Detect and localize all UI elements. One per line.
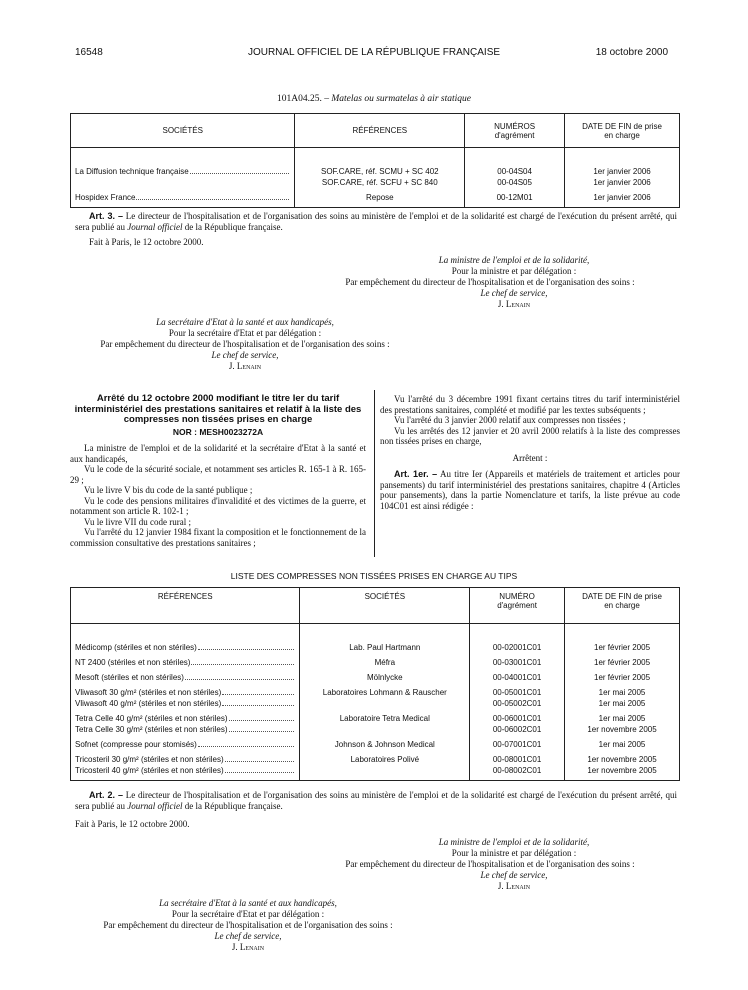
- table-cell: [71, 754, 300, 781]
- table2-header: DATE DE FIN de prise en charge: [565, 588, 680, 624]
- sig-line: J. Lenain: [497, 299, 531, 309]
- sig-line: Le chef de service,: [214, 931, 282, 941]
- reference-line-text: Tricosteril 30 g/m² (stériles et non stériles): [75, 755, 224, 764]
- numero-line: 00-12M01: [496, 193, 533, 202]
- visa-paragraph: Vu les arrêtés des 12 janvier et 20 avril 2000 relatifs à la liste des compresses non tissées prises en charge,: [380, 425, 680, 446]
- art3-paragraph: [75, 211, 677, 233]
- table-cell: [71, 192, 295, 208]
- numero-line: 00-05001C01: [492, 688, 542, 697]
- table1-caption: [0, 94, 748, 105]
- date-line: 1er février 2005: [594, 673, 651, 682]
- table-cell: [295, 166, 465, 192]
- table1-header: DATE DE FIN de prise en charge: [565, 114, 680, 148]
- table-row: [71, 657, 680, 672]
- numero-line: 00-04S05: [497, 178, 532, 187]
- art3-journal: Journal officiel: [127, 222, 183, 232]
- leader-dots: [229, 731, 295, 732]
- art1-text: Au titre Ier (Appareils et matériels de traitement et articles pour pansements) du tarif interministériel des prestations sanitaires, chapitre 4 (Articles pour pansements), dans la partie Nomenclature et tarifs, la liste prévue au code 104C01 est ainsi rédigée :: [380, 469, 681, 511]
- table-cell: [300, 713, 470, 739]
- table-row: [71, 672, 680, 687]
- table-cell: [565, 657, 680, 672]
- arrete-left-column: [70, 394, 366, 548]
- societe-cell-text: La Diffusion technique française: [75, 167, 189, 176]
- visa-paragraph: Vu le livre V bis du code de la santé publique ;: [84, 485, 253, 495]
- societe-cell: Laboratoires Lohmann & Rauscher: [322, 688, 447, 697]
- table-row: [71, 687, 680, 713]
- reference-line-text: Tetra Celle 30 g/m² (stériles et non stériles): [75, 725, 228, 734]
- table-cell: [71, 672, 300, 687]
- date-line: 1er janvier 2006: [593, 167, 651, 176]
- table1-caption-title: Matelas ou surmatelas à air statique: [331, 94, 471, 104]
- sig-line: Par empêchement du directeur de l'hospitalisation et de l'organisation des soins :: [100, 339, 390, 349]
- societe-cell: Méfra: [374, 658, 396, 667]
- reference-line: [75, 672, 295, 683]
- art2-paragraph: [75, 790, 677, 812]
- table2-caption: LISTE DES COMPRESSES NON TISSÉES PRISES EN CHARGE AU TIPS: [230, 571, 518, 581]
- reference-line-text: Médicomp (stériles et non stériles): [75, 643, 197, 652]
- visa-paragraph: Vu l'arrêté du 3 janvier 2000 relatif aux compresses non tissées ;: [394, 415, 626, 425]
- signature-right-2: [300, 837, 680, 892]
- table-cell: [565, 754, 680, 781]
- leader-dots: [185, 679, 295, 680]
- visa-paragraph: Vu l'arrêté du 3 décembre 1991 fixant certains titres du tarif interministériel des prestations sanitaires, complété et modifié par les textes subséquents ;: [380, 394, 680, 415]
- page-number: 16548: [75, 47, 103, 58]
- table1-header: NUMÉROS d'agrément: [465, 114, 565, 148]
- art2-journal: Journal officiel: [127, 801, 183, 811]
- sig-line: Par empêchement du directeur de l'hospitalisation et de l'organisation des soins :: [345, 859, 635, 869]
- table-cell: [565, 624, 680, 643]
- numero-line: 00-08002C01: [492, 766, 542, 775]
- visa-paragraph: Vu l'arrêté du 12 janvier 1984 fixant la composition et le fonctionnement de la commission consultative des prestations sanitaires ;: [70, 527, 366, 548]
- numero-line: 00-02001C01: [492, 643, 542, 652]
- numero-line: 00-08001C01: [492, 755, 542, 764]
- societe-cell: [75, 166, 290, 177]
- visa-paragraph: Vu le code des pensions militaires d'invalidité et des victimes de la guerre, et notamment son article R. 102-1 ;: [70, 495, 366, 516]
- reference-line-text: NT 2400 (stériles et non stériles): [75, 658, 191, 667]
- sig-line: Pour la secrétaire d'Etat et par délégation :: [171, 909, 325, 919]
- art1-label: Art. 1er. –: [394, 469, 438, 479]
- table-cell: [295, 192, 465, 208]
- date-line: 1er novembre 2005: [587, 725, 657, 734]
- reference-line-text: Sofnet (compresse pour stomisés): [75, 740, 197, 749]
- leader-dots: [198, 746, 295, 747]
- sig-line: Par empêchement du directeur de l'hospitalisation et de l'organisation des soins :: [345, 277, 635, 287]
- table-cell: [71, 739, 300, 754]
- table-cell: [71, 687, 300, 713]
- table2-header: SOCIÉTÉS: [300, 588, 470, 624]
- table-cell: [300, 754, 470, 781]
- reference-line: [75, 739, 295, 750]
- table-cell: [300, 657, 470, 672]
- nor-reference: NOR : MESH0023272A: [172, 426, 264, 437]
- table-cell: [71, 624, 300, 643]
- arrete-right-column: [380, 394, 680, 511]
- table-cell: [300, 739, 470, 754]
- date-line: 1er janvier 2006: [593, 178, 651, 187]
- table-cell: [470, 672, 565, 687]
- table-cell: [470, 713, 565, 739]
- sig-line: La ministre de l'emploi et de la solidarité,: [438, 837, 590, 847]
- sig-line: Pour la ministre et par délégation :: [451, 848, 577, 858]
- societe-cell: Laboratoire Tetra Medical: [339, 714, 430, 723]
- sig-line: Le chef de service,: [211, 350, 279, 360]
- date-line: 1er novembre 2005: [587, 766, 657, 775]
- table1-header: RÉFÉRENCES: [295, 114, 465, 148]
- reference-line: [75, 713, 295, 724]
- table-cell: [71, 642, 300, 657]
- table1-header: SOCIÉTÉS: [71, 114, 295, 148]
- numero-line: 00-04S04: [497, 167, 532, 176]
- art2-label: Art. 2. –: [89, 790, 123, 800]
- table-row: [71, 713, 680, 739]
- table-cell: [300, 642, 470, 657]
- table-spacer: [71, 148, 680, 167]
- reference-line: [75, 754, 295, 765]
- signature-left-1: [45, 317, 445, 372]
- table-row: [71, 642, 680, 657]
- sig-line: Par empêchement du directeur de l'hospitalisation et de l'organisation des soins :: [103, 920, 393, 930]
- numero-line: 00-03001C01: [492, 658, 542, 667]
- table-cell: [300, 672, 470, 687]
- signature-right-1: [300, 255, 680, 310]
- table-cell: [470, 754, 565, 781]
- sig-line: Le chef de service,: [480, 870, 548, 880]
- numero-line: 00-04001C01: [492, 673, 542, 682]
- numero-line: 00-05002C01: [492, 699, 542, 708]
- leader-dots: [191, 664, 294, 665]
- reference-line: [75, 657, 295, 668]
- table-cell: [465, 192, 565, 208]
- table-cell: [565, 192, 680, 208]
- date-line: 1er février 2005: [594, 643, 651, 652]
- date-line: 1er février 2005: [594, 658, 651, 667]
- numero-line: 00-07001C01: [492, 740, 542, 749]
- societe-cell: [75, 192, 290, 203]
- art1-paragraph: [380, 469, 680, 511]
- sig-line: La ministre de l'emploi et de la solidarité,: [438, 255, 590, 265]
- leader-dots: [136, 199, 289, 200]
- table-cell: [565, 739, 680, 754]
- table-spacer: [71, 624, 680, 643]
- table-cell: [565, 713, 680, 739]
- signature-left-2: [68, 898, 428, 953]
- table-cell: [470, 687, 565, 713]
- table-cell: [565, 166, 680, 192]
- table-cell: [71, 148, 295, 167]
- arrete-title: Arrêté du 12 octobre 2000 modifiant le titre Ier du tarif interministériel des prestations sanitaires et relatif à la liste des compresses non tissées prises en charge: [74, 393, 362, 425]
- societe-cell: Lab. Paul Hartmann: [349, 643, 421, 652]
- date-line: 1er novembre 2005: [587, 755, 657, 764]
- arretent: Arrêtent :: [512, 452, 548, 463]
- reference-line-text: Vliwasoft 30 g/m² (stériles et non stériles): [75, 688, 222, 697]
- reference-line-text: Tetra Celle 40 g/m² (stériles et non stériles): [75, 714, 228, 723]
- table-cell: [71, 166, 295, 192]
- table2-header: NUMÉRO d'agrément: [470, 588, 565, 624]
- date-line: 1er janvier 2006: [593, 193, 651, 202]
- sig-line: Le chef de service,: [480, 288, 548, 298]
- table-cell: [465, 166, 565, 192]
- journal-title: JOURNAL OFFICIEL DE LA RÉPUBLIQUE FRANÇAISE: [247, 47, 501, 58]
- references-line: Repose: [366, 193, 394, 202]
- art2-text: Le directeur de l'hospitalisation et de l'organisation des soins au ministère de l'emploi et de la solidarité est chargé de l'exécution du présent arrêté, qui sera publié au: [75, 790, 677, 811]
- table-cell: [565, 642, 680, 657]
- table-cell: [295, 148, 465, 167]
- art3-text: Le directeur de l'hospitalisation et de l'organisation des soins au ministère de l'emploi et de la solidarité est chargé de l'exécution du présent arrêté, qui sera publié au: [75, 211, 677, 232]
- references-line: SOF.CARE, réf. SCMU + SC 402: [321, 167, 439, 176]
- reference-line-text: Tricosteril 40 g/m² (stériles et non stériles): [75, 766, 224, 775]
- reference-line: [75, 642, 295, 653]
- reference-line: [75, 724, 295, 735]
- numero-line: 00-06001C01: [492, 714, 542, 723]
- sig-line: La secrétaire d'Etat à la santé et aux handicapés,: [159, 898, 337, 908]
- societe-cell: Mölnlycke: [367, 673, 403, 682]
- art2-text-end: de la République française.: [184, 801, 283, 811]
- sig-line: Pour la ministre et par délégation :: [451, 266, 577, 276]
- leader-dots: [198, 649, 295, 650]
- date-line: 1er mai 2005: [598, 699, 646, 708]
- numero-line: 00-06002C01: [492, 725, 542, 734]
- leader-dots: [225, 761, 295, 762]
- visa-paragraph: Vu le code de la sécurité sociale, et notamment ses articles R. 165-1 à R. 165-29 ;: [70, 464, 366, 485]
- table-cell: [300, 624, 470, 643]
- societe-cell: Johnson & Johnson Medical: [334, 740, 435, 749]
- table1-caption-code: 101A04.25. –: [277, 94, 329, 104]
- societe-cell: Laboratoires Polivé: [350, 755, 420, 764]
- art3-fait: Fait à Paris, le 12 octobre 2000.: [89, 237, 204, 247]
- sig-line: J. Lenain: [497, 881, 531, 891]
- table-cell: [71, 657, 300, 672]
- table1: [70, 113, 680, 208]
- table-row: [71, 192, 680, 208]
- art3-label: Art. 3. –: [89, 211, 123, 221]
- column-separator: [374, 390, 375, 557]
- date-line: 1er mai 2005: [598, 688, 646, 697]
- art2-fait: Fait à Paris, le 12 octobre 2000.: [75, 819, 190, 829]
- sig-line: J. Lenain: [231, 942, 265, 952]
- references-line: SOF.CARE, réf. SCFU + SC 840: [321, 178, 438, 187]
- sig-line: Pour la secrétaire d'Etat et par délégation :: [168, 328, 322, 338]
- reference-line: [75, 765, 295, 776]
- reference-line-text: Vliwasoft 40 g/m² (stériles et non stériles): [75, 699, 222, 708]
- table-cell: [565, 687, 680, 713]
- date-line: 1er mai 2005: [598, 740, 646, 749]
- table-cell: [470, 739, 565, 754]
- leader-dots: [229, 720, 295, 721]
- reference-line-text: Mesoft (stériles et non stériles): [75, 673, 184, 682]
- reference-line: [75, 687, 295, 698]
- table-cell: [465, 148, 565, 167]
- leader-dots: [222, 705, 294, 706]
- table-cell: [470, 642, 565, 657]
- table-cell: [300, 687, 470, 713]
- table2-header: RÉFÉRENCES: [71, 588, 300, 624]
- reference-line: [75, 698, 295, 709]
- table2: [70, 587, 680, 781]
- table-cell: [470, 657, 565, 672]
- table-cell: [71, 713, 300, 739]
- leader-dots: [225, 772, 295, 773]
- societe-cell-text: Hospidex France: [75, 193, 136, 202]
- table-row: [71, 754, 680, 781]
- art3-text-end: de la République française.: [184, 222, 283, 232]
- table-row: [71, 739, 680, 754]
- leader-dots: [222, 694, 294, 695]
- table-cell: [470, 624, 565, 643]
- date-line: 1er mai 2005: [598, 714, 646, 723]
- sig-line: J. Lenain: [228, 361, 262, 371]
- sig-line: La secrétaire d'Etat à la santé et aux handicapés,: [156, 317, 334, 327]
- table-cell: [565, 672, 680, 687]
- visa-paragraph: Vu le livre VII du code rural ;: [84, 516, 192, 527]
- table-cell: [565, 148, 680, 167]
- table-row: [71, 166, 680, 192]
- leader-dots: [190, 173, 290, 174]
- header-date: 18 octobre 2000: [595, 47, 668, 58]
- visa-paragraph: La ministre de l'emploi et de la solidarité et la secrétaire d'Etat à la santé et aux handicapés,: [70, 443, 366, 464]
